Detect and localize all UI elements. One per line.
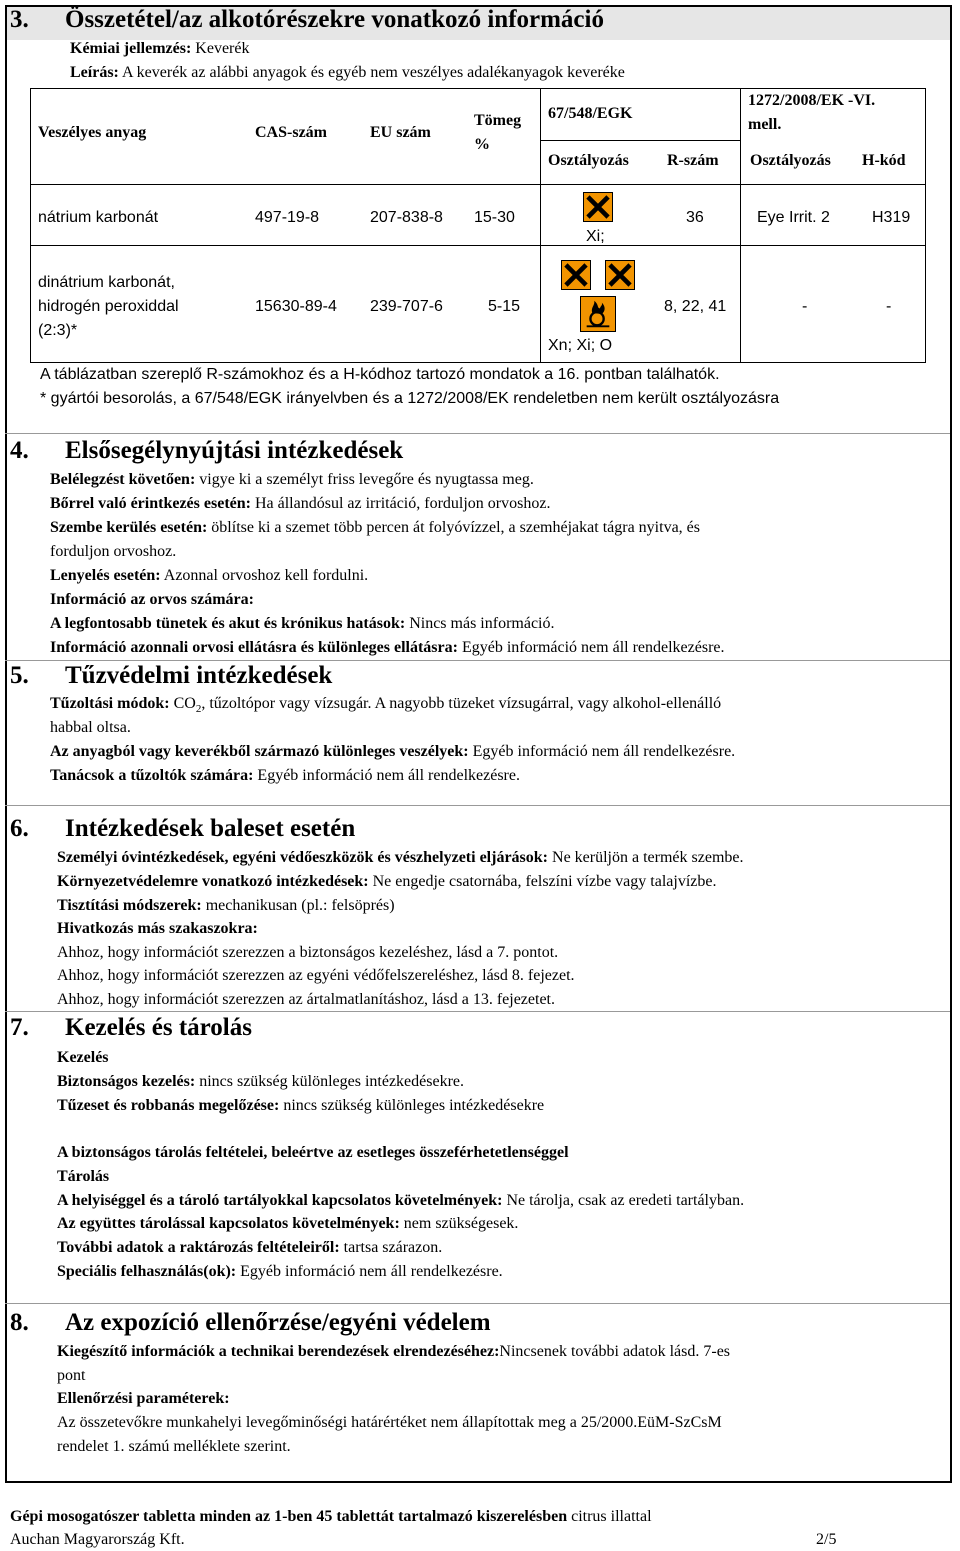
footer-company: Auchan Magyarország Kft. xyxy=(10,1531,185,1548)
label: Lenyelés esetén: xyxy=(50,567,161,584)
subscript: 2 xyxy=(195,703,202,716)
value: vigye ki a személyt friss levegőre és nyugtassa meg. xyxy=(195,471,534,488)
row2-substance-line1: dinátrium karbonát, xyxy=(38,274,175,291)
label: A legfontosabb tünetek és akut és krónikus hatások: xyxy=(50,615,406,632)
col-header-mass: Tömeg xyxy=(474,112,522,129)
value: nincs szükség különleges intézkedésekre. xyxy=(195,1073,465,1090)
section-8-heading xyxy=(10,1309,491,1337)
section-title: Kezelés és tárolás xyxy=(65,1014,252,1041)
row1-mass: 15-30 xyxy=(474,209,515,226)
row2-substance-line3: (2:3)* xyxy=(38,322,78,339)
section-divider xyxy=(5,433,950,434)
table-border xyxy=(30,88,926,89)
value: Egyéb információ nem áll rendelkezésre. xyxy=(468,743,736,760)
value: Ne kerüljön a termék szembe. xyxy=(548,849,744,866)
label: Tűzeset és robbanás megelőzése: xyxy=(57,1097,280,1114)
table-row-separator xyxy=(30,184,926,185)
table-note-manufacturer: * gyártói besorolás, a 67/548/EGK irányelvben és a 1272/2008/EK rendeletben nem került osztályozásra xyxy=(40,390,780,407)
col-header-mass-unit: % xyxy=(474,136,490,153)
storage-joint-requirements xyxy=(57,1215,518,1233)
exposure-technical-info-cont: pont xyxy=(57,1367,86,1384)
label: Bőrrel való érintkezés esetén: xyxy=(50,495,251,512)
table-subheader-line xyxy=(540,140,740,141)
table-note-r-numbers: A táblázatban szereplő R-számokhoz és a H-kódhoz tartozó mondatok a 16. pontban találhatók. xyxy=(40,366,720,383)
chem-line xyxy=(70,40,249,58)
row2-r-number: 8, 22, 41 xyxy=(664,298,727,315)
row2-h-code: - xyxy=(886,298,892,315)
accidental-ref-disposal: Ahhoz, hogy információt szerezzen az ártalmatlanításhoz, lásd a 13. fejezetet. xyxy=(57,991,555,1008)
storage-room-requirements xyxy=(57,1192,744,1210)
section-3-heading xyxy=(10,6,604,34)
desc-line xyxy=(70,64,625,82)
row2-substance-line2: hidrogén peroxiddal xyxy=(38,298,179,315)
accidental-references-heading: Hivatkozás más szakaszokra: xyxy=(57,920,258,937)
label: Személyi óvintézkedések, egyéni védőeszközök és vészhelyzeti eljárások: xyxy=(57,849,549,866)
section-number: 6. xyxy=(10,815,29,842)
storage-heading: Tárolás xyxy=(57,1168,110,1185)
control-parameters-heading: Ellenőrzési paraméterek: xyxy=(57,1390,230,1407)
col-header-regulation-cont: mell. xyxy=(748,116,782,133)
fire-extinguishing-media xyxy=(50,695,721,715)
col-header-substance: Veszélyes anyag xyxy=(38,124,147,141)
table-border xyxy=(925,88,926,363)
row2-cas: 15630-89-4 xyxy=(255,298,337,315)
exposure-technical-info xyxy=(57,1343,730,1361)
row1-r-number: 36 xyxy=(686,209,704,226)
value: öblítse ki a szemet több percen át folyóvízzel, a szemhéjakat tágra nyitva, és xyxy=(207,519,700,536)
section-number: 8. xyxy=(10,1309,29,1336)
accidental-personal xyxy=(57,849,744,867)
row1-h-code: H319 xyxy=(872,209,911,226)
fire-advice xyxy=(50,767,520,785)
value: nem szükségesek. xyxy=(399,1215,519,1232)
section-divider xyxy=(5,1011,950,1012)
desc-label: Leírás: xyxy=(70,64,119,81)
section-4-heading xyxy=(10,437,403,465)
value: Nincs más információ. xyxy=(405,615,555,632)
table-row-separator xyxy=(30,245,926,246)
col-header-directive: 67/548/EGK xyxy=(548,105,633,122)
row2-eu: 239-707-6 xyxy=(370,298,443,315)
section-number: 3. xyxy=(10,6,29,33)
first-aid-eyes-cont: forduljon orvoshoz. xyxy=(50,543,177,560)
accidental-ref-handling: Ahhoz, hogy információt szerezzen a biztonságos kezeléshez, lásd a 7. pontot. xyxy=(57,944,559,961)
col-header-classification-2: Osztályozás xyxy=(750,152,831,169)
chem-label: Kémiai jellemzés: xyxy=(70,40,192,57)
product-name-rest: citrus illattal xyxy=(567,1508,652,1525)
label: Környezetvédelemre vonatkozó intézkedések: xyxy=(57,873,369,890)
col-header-eu: EU szám xyxy=(370,124,431,141)
section-title: Intézkedések baleset esetén xyxy=(65,815,356,842)
value: Ne engedje csatornába, felszíni vízbe vagy talajvízbe. xyxy=(368,873,717,890)
value: Egyéb információ nem áll rendelkezésre. xyxy=(457,639,725,656)
label: Információ azonnali orvosi ellátásra és különleges ellátásra: xyxy=(50,639,458,656)
footer-page-number: 2/5 xyxy=(816,1531,837,1548)
table-border xyxy=(30,362,926,363)
row1-classification: Eye Irrit. 2 xyxy=(757,209,830,226)
row2-classification: - xyxy=(802,298,808,315)
fire-extinguishing-cont: habbal oltsa. xyxy=(50,719,131,736)
label: Tűzoltási módok: xyxy=(50,695,170,712)
row1-symbols: Xi; xyxy=(586,228,605,245)
value: mechanikusan (pl.: felsöprés) xyxy=(201,897,395,914)
col-header-cas: CAS-szám xyxy=(255,124,327,141)
section-divider xyxy=(5,1303,950,1304)
value: Egyéb információ nem áll rendelkezésre. xyxy=(253,767,520,784)
value: Nincsenek további adatok lásd. 7-es xyxy=(499,1343,731,1360)
value: , tűzoltópor vagy vízsugár. A nagyobb tüzeket vízsugárral, vagy alkohol-ellenálló xyxy=(201,695,722,712)
storage-conditions-heading: A biztonságos tárolás feltételei, beleértve az esetleges összeférhetetlenséggel xyxy=(57,1144,569,1161)
first-aid-immediate-care xyxy=(50,639,725,657)
section-7-heading xyxy=(10,1014,252,1042)
label: Belélegzést követően: xyxy=(50,471,196,488)
value: nincs szükség különleges intézkedésekre xyxy=(279,1097,545,1114)
label: Biztonságos kezelés: xyxy=(57,1073,196,1090)
value: tartsa szárazon. xyxy=(339,1239,443,1256)
section-6-heading xyxy=(10,815,355,843)
label: Speciális felhasználás(ok): xyxy=(57,1263,237,1280)
value: CO xyxy=(169,695,196,712)
value: Egyéb információ nem áll rendelkezésre. xyxy=(236,1263,503,1280)
chem-value: Keverék xyxy=(191,40,250,57)
table-column-line xyxy=(540,88,541,363)
label: Kiegészítő információk a technikai berendezések elrendezéséhez: xyxy=(57,1343,500,1360)
first-aid-doctor-info: Információ az orvos számára: xyxy=(50,591,254,608)
col-header-r-number: R-szám xyxy=(667,152,719,169)
desc-value: A keverék az alábbi anyagok és egyéb nem veszélyes adalékanyagok keveréke xyxy=(118,64,625,81)
product-name-bold: Gépi mosogatószer tabletta minden az 1-ben 45 tablettát tartalmazó kiszerelésben xyxy=(10,1508,568,1525)
table-column-line xyxy=(740,88,741,363)
label: A helyiséggel és a tároló tartályokkal kapcsolatos követelmények: xyxy=(57,1192,503,1209)
handling-heading: Kezelés xyxy=(57,1049,109,1066)
col-header-classification: Osztályozás xyxy=(548,152,629,169)
first-aid-symptoms xyxy=(50,615,554,633)
section-title: Az expozíció ellenőrzése/egyéni védelem xyxy=(65,1309,491,1336)
accidental-cleanup xyxy=(57,897,395,915)
row2-mass: 5-15 xyxy=(488,298,521,315)
first-aid-skin xyxy=(50,495,550,513)
value: Ne tárolja, csak az eredeti tartályban. xyxy=(502,1192,745,1209)
section-number: 4. xyxy=(10,437,29,464)
accidental-environment xyxy=(57,873,716,891)
col-header-regulation: 1272/2008/EK -VI. xyxy=(748,92,876,109)
first-aid-inhalation xyxy=(50,471,534,489)
section-title: Összetétel/az alkotórészekre vonatkozó információ xyxy=(65,6,604,33)
accidental-ref-ppe: Ahhoz, hogy információt szerezzen az egyéni védőfelszereléshez, lásd 8. fejezet. xyxy=(57,967,575,984)
value: Azonnal orvoshoz kell fordulni. xyxy=(160,567,369,584)
section-divider xyxy=(5,660,950,661)
section-5-heading xyxy=(10,662,332,690)
storage-specific-use xyxy=(57,1263,503,1281)
control-parameters-text: Az összetevőkre munkahelyi levegőminőségi határértéket nem állapítottak meg a 25/2000.EüM-SzCsM xyxy=(57,1414,722,1431)
row1-cas: 497-19-8 xyxy=(255,209,320,226)
handling-fire-prevention xyxy=(57,1097,544,1115)
row1-eu: 207-838-8 xyxy=(370,209,443,226)
fire-special-hazards xyxy=(50,743,735,761)
value: Ha állandósul az irritáció, forduljon orvoshoz. xyxy=(250,495,551,512)
row1-substance: nátrium karbonát xyxy=(38,209,159,226)
control-parameters-text-cont: rendelet 1. számú melléklete szerint. xyxy=(57,1438,291,1455)
section-number: 7. xyxy=(10,1014,29,1041)
label: Az együttes tárolással kapcsolatos követelmények: xyxy=(57,1215,400,1232)
table-border xyxy=(30,88,31,363)
handling-safe xyxy=(57,1073,464,1091)
section-title: Elsősegélynyújtási intézkedések xyxy=(65,437,404,464)
section-number: 5. xyxy=(10,662,29,689)
irritant-symbol-icon xyxy=(605,260,635,290)
label: Az anyagból vagy keverékből származó különleges veszélyek: xyxy=(50,743,469,760)
storage-further-info xyxy=(57,1239,442,1257)
label: Tisztítási módszerek: xyxy=(57,897,202,914)
first-aid-eyes xyxy=(50,519,700,537)
label: Szembe kerülés esetén: xyxy=(50,519,208,536)
irritant-symbol-icon xyxy=(583,192,613,222)
section-divider xyxy=(5,805,950,806)
col-header-h-code: H-kód xyxy=(862,152,906,169)
first-aid-ingestion xyxy=(50,567,368,585)
row2-symbols: Xn; Xi; O xyxy=(548,337,613,354)
harmful-symbol-icon xyxy=(561,260,591,290)
footer-product-name xyxy=(10,1508,652,1526)
section-title: Tűzvédelmi intézkedések xyxy=(65,662,333,689)
label: További adatok a raktározás feltételeiről: xyxy=(57,1239,340,1256)
oxidizing-symbol-icon xyxy=(580,296,616,332)
label: Tanácsok a tűzoltók számára: xyxy=(50,767,254,784)
